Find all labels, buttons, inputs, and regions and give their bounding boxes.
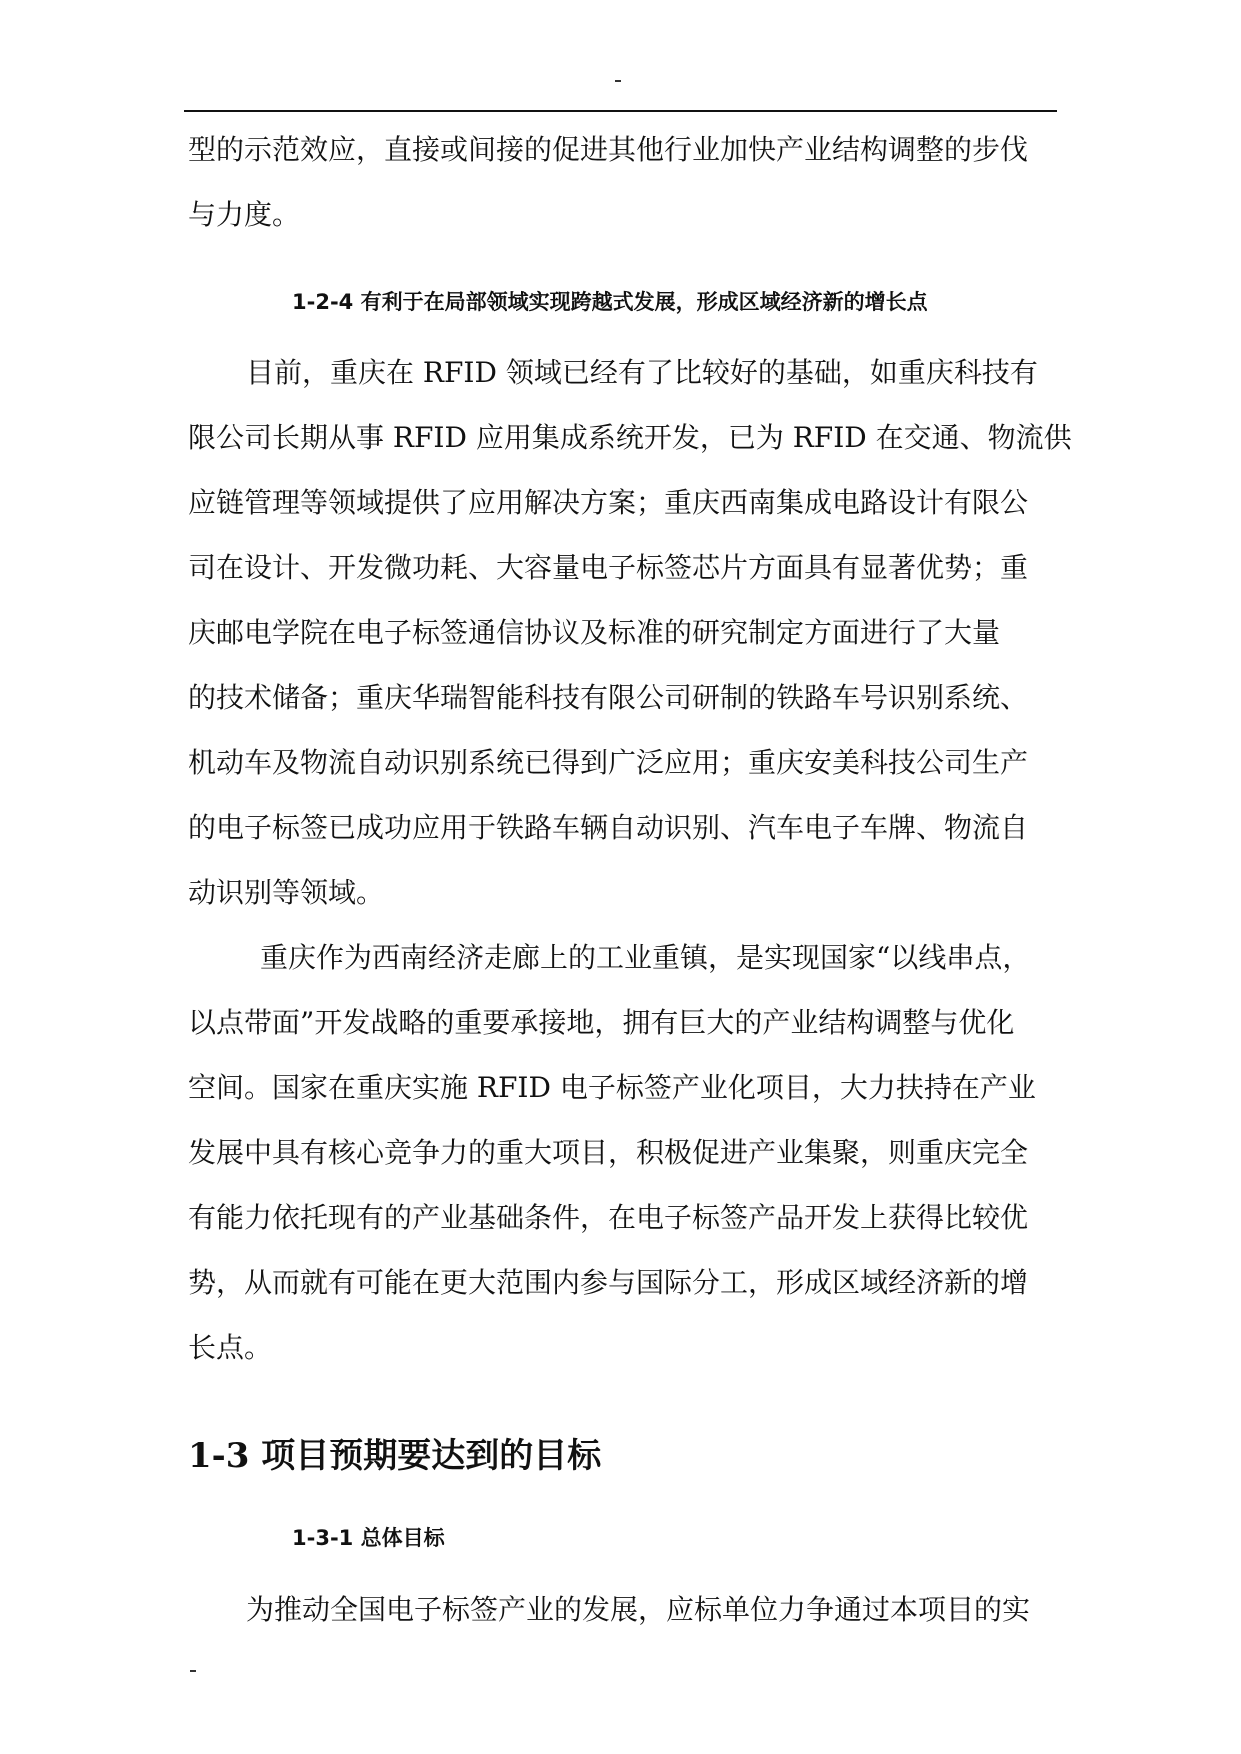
paragraph-1 [188, 340, 1072, 925]
continuation-paragraph [188, 117, 1058, 247]
text-line: 为推动全国电子标签产业的发展，应标单位力争通过本项目的实 [246, 1593, 1031, 1626]
text-line: 长点。 [188, 1331, 273, 1364]
text-line: 的技术储备；重庆华瑞智能科技有限公司研制的铁路车号识别系统、 [188, 681, 1029, 714]
text-line: 限公司长期从事 RFID 应用集成系统开发，已为 RFID 在交通、物流供 [188, 421, 1072, 454]
text-line: 目前，重庆在 RFID 领域已经有了比较好的基础，如重庆科技有 [246, 356, 1038, 389]
text-line: 型的示范效应，直接或间接的促进其他行业加快产业结构调整的步伐 [188, 133, 1029, 166]
text-line: 势，从而就有可能在更大范围内参与国际分工，形成区域经济新的增 [188, 1266, 1029, 1299]
text-line: 动识别等领域。 [188, 876, 385, 909]
paragraph-3 [188, 1577, 1058, 1642]
header-mark [615, 80, 621, 82]
header-rule [184, 110, 1057, 112]
text-line: 的电子标签已成功应用于铁路车辆自动识别、汽车电子车牌、物流自 [188, 811, 1029, 844]
text-line: 重庆作为西南经济走廊上的工业重镇，是实现国家“以线串点， [260, 941, 1031, 974]
text-line: 司在设计、开发微功耗、大容量电子标签芯片方面具有显著优势；重 [188, 551, 1029, 584]
text-line: 空间。国家在重庆实施 RFID 电子标签产业化项目，大力扶持在产业 [188, 1071, 1036, 1104]
text-line: 与力度。 [188, 198, 301, 231]
text-line: 应链管理等领域提供了应用解决方案；重庆西南集成电路设计有限公 [188, 486, 1029, 519]
text-line: 以点带面”开发战略的重要承接地，拥有巨大的产业结构调整与优化 [188, 1006, 1015, 1039]
section-heading-1-3: 1-3 项目预期要达到的目标 [188, 1436, 602, 1476]
text-line: 有能力依托现有的产业基础条件，在电子标签产品开发上获得比较优 [188, 1201, 1029, 1234]
section-heading-1-2-4: 1-2-4 有利于在局部领域实现跨越式发展，形成区域经济新的增长点 [292, 290, 928, 314]
paragraph-2 [188, 925, 1058, 1380]
text-line: 机动车及物流自动识别系统已得到广泛应用；重庆安美科技公司生产 [188, 746, 1029, 779]
section-heading-1-3-1: 1-3-1 总体目标 [292, 1526, 445, 1550]
text-line: 庆邮电学院在电子标签通信协议及标准的研究制定方面进行了大量 [188, 616, 1001, 649]
footer-mark [190, 1670, 196, 1672]
text-line: 发展中具有核心竞争力的重大项目，积极促进产业集聚，则重庆完全 [188, 1136, 1029, 1169]
